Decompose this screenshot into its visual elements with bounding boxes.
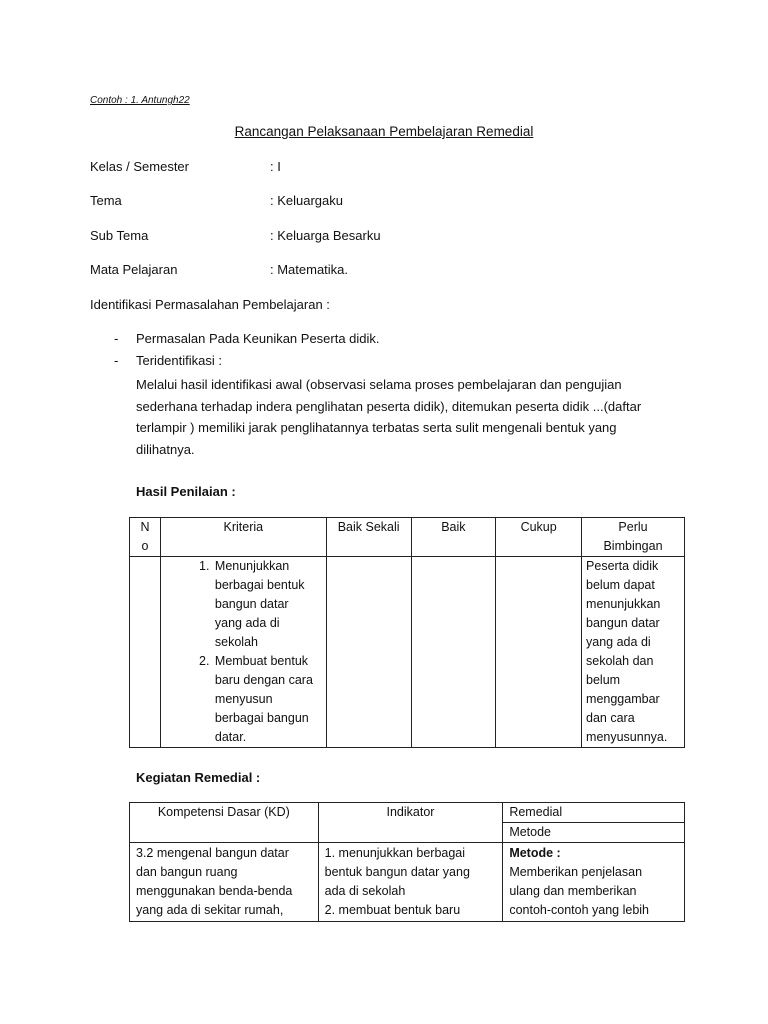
- paragraph-line: sederhana terhadap indera penglihatan peserta didik), ditemukan peserta didik ...(daftar: [136, 398, 642, 414]
- table-row: [130, 557, 685, 748]
- field-label-mapel: Mata Pelajaran: [90, 262, 178, 277]
- criteria-item: 1. Menunjukkan berbagai bentuk bangun datar yang ada di sekolah: [213, 557, 326, 652]
- header-metode: Metode: [503, 823, 685, 843]
- remedial-heading: Kegiatan Remedial :: [136, 770, 261, 785]
- bullet-dash: -: [114, 331, 119, 346]
- paragraph-line: Melalui hasil identifikasi awal (observasi selama proses pembelajaran dan pengujian: [136, 377, 622, 392]
- header-remedial: Remedial: [503, 803, 685, 823]
- example-note: Contoh : 1. Antungh22: [90, 95, 190, 106]
- header-cukup: Cukup: [496, 518, 582, 557]
- header-kd: Kompetensi Dasar (KD): [130, 803, 319, 843]
- identification-paragraph: [136, 374, 696, 461]
- cell-indikator: 1. menunjukkan berbagai bentuk bangun datar yang ada di sekolah 2. membuat bentuk baru: [318, 843, 503, 922]
- header-perlu-bimbingan: Perlu Bimbingan: [582, 518, 685, 557]
- cell-perlu-bimbingan: Peserta didik belum dapat menunjukkan bangun datar yang ada di sekolah dan belum menggambar dan cara menyusunnya.: [582, 557, 685, 748]
- assessment-table: [129, 517, 685, 748]
- field-value-subtema: : Keluarga Besarku: [270, 228, 381, 243]
- header-no: N o: [130, 518, 161, 557]
- field-label-tema: Tema: [90, 193, 122, 208]
- cell-no: [130, 557, 161, 748]
- table-row: [130, 843, 685, 922]
- assessment-heading: Hasil Penilaian :: [136, 484, 236, 499]
- bullet-item: Permasalan Pada Keunikan Peserta didik.: [136, 331, 380, 346]
- cell-metode: Metode : Memberikan penjelasan ulang dan memberikan contoh-contoh yang lebih: [503, 843, 685, 922]
- bullet-dash: -: [114, 353, 119, 368]
- remedial-table: [129, 802, 685, 922]
- field-label-kelas: Kelas / Semester: [90, 159, 189, 174]
- table-header-row: [130, 518, 685, 557]
- header-baik-sekali: Baik Sekali: [326, 518, 411, 557]
- cell-baik: [411, 557, 496, 748]
- paragraph-line: dilihatnya.: [136, 442, 195, 458]
- table-header-row: [130, 803, 685, 823]
- field-value-tema: : Keluargaku: [270, 193, 343, 208]
- field-label-subtema: Sub Tema: [90, 228, 149, 243]
- criteria-item: 2. Membuat bentuk baru dengan cara menyusun berbagai bangun datar.: [213, 652, 326, 747]
- identification-heading: Identifikasi Permasalahan Pembelajaran :: [90, 297, 330, 312]
- cell-baik-sekali: [326, 557, 411, 748]
- cell-cukup: [496, 557, 582, 748]
- criteria-list: [161, 557, 326, 747]
- header-kriteria: Kriteria: [160, 518, 326, 557]
- field-value-kelas: : I: [270, 159, 281, 174]
- field-value-mapel: : Matematika.: [270, 262, 349, 277]
- document-title: Rancangan Pelaksanaan Pembelajaran Remedial: [234, 124, 534, 139]
- header-baik: Baik: [411, 518, 496, 557]
- cell-kd: 3.2 mengenal bangun datar dan bangun ruang menggunakan benda-benda yang ada di sekitar rumah,: [130, 843, 319, 922]
- cell-kriteria: [160, 557, 326, 748]
- header-indikator: Indikator: [318, 803, 503, 843]
- paragraph-line: terlampir ) memiliki jarak penglihatannya terbatas serta sulit mengenali bentuk yang: [136, 420, 617, 436]
- bullet-item: Teridentifikasi :: [136, 353, 222, 368]
